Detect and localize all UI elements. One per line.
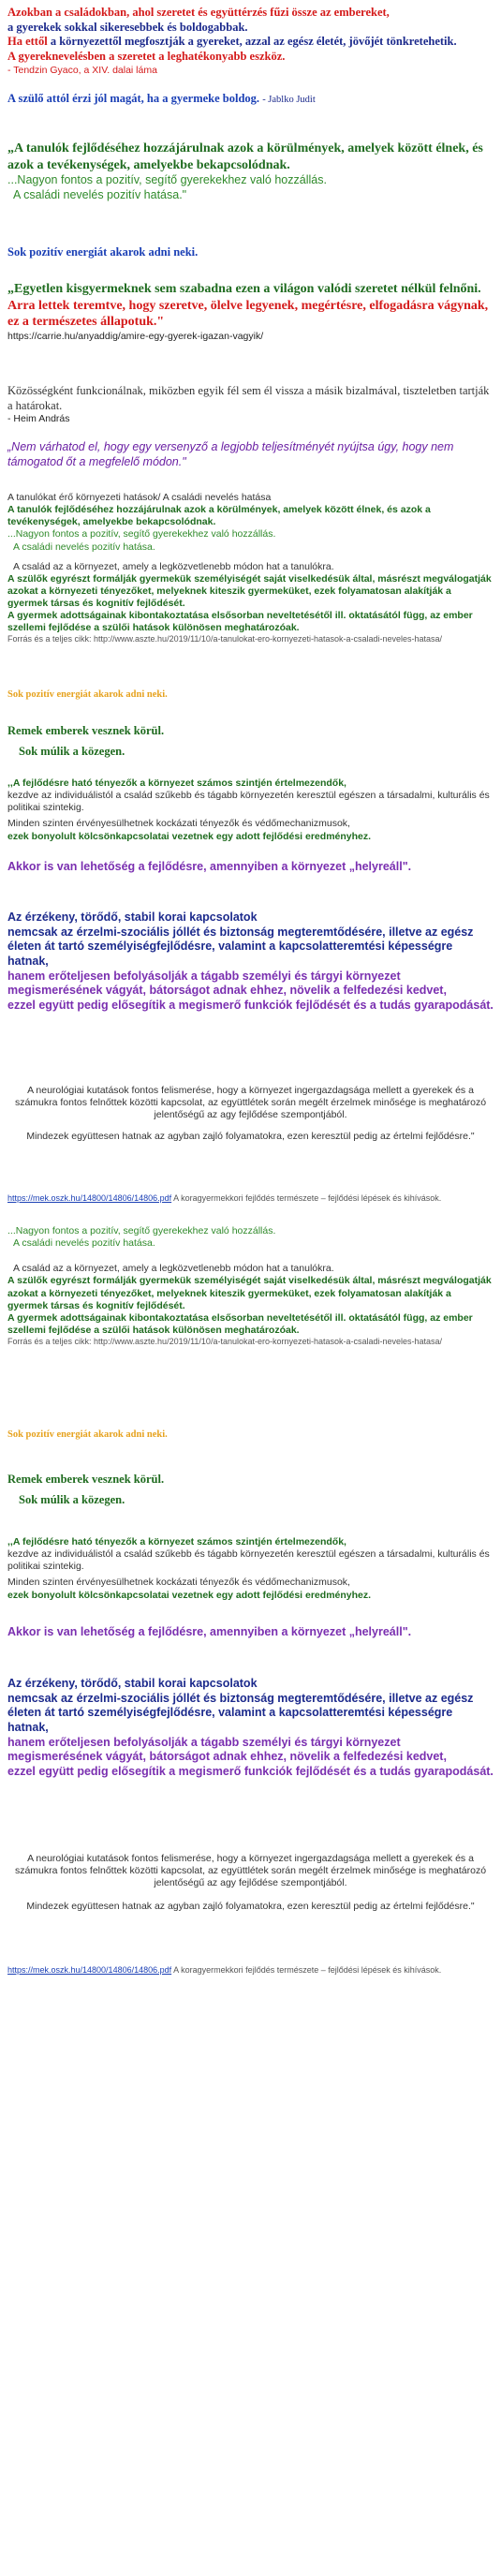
- erzekeny-text: hanem erőteljesen befolyásolják a tágabb személyi és tárgyi környezet megismerésének vágyát, bátorságot adnak ehhez, növelik a felfedezési kedvet,: [7, 969, 447, 998]
- article-text: A családi nevelés pozitív hatása.: [13, 1237, 155, 1250]
- remek-text: Remek emberek vesznek körül.: [7, 724, 165, 737]
- article-text: A gyermek adottságainak kibontakoztatása elsősorban neveltetésétől ill. oktatásától függ, az ember szellemi fejlődése a szülői hatások különösen meghatározóak.: [7, 1311, 473, 1336]
- energy-line-3: [7, 1429, 494, 1441]
- helyreall-text: Akkor is van lehetőség a fejlődésre, amennyiben a környezet „helyreáll".: [7, 860, 412, 873]
- erzekeny-block-1: [7, 910, 494, 1013]
- mek-link-2: [7, 1965, 494, 1976]
- quote-author: - Heim András: [7, 413, 70, 425]
- neuro-text: [7, 1085, 494, 1121]
- remek-text: Remek emberek vesznek körül.: [7, 1473, 165, 1486]
- erzekeny-text: nemcsak az érzelmi-szociális jóllét és biztonság megteremtődésére, illetve az egész életen át tartó személyiségfejlődésre, valamint a kapcsolatteremtési képességre hatnak,: [7, 925, 474, 968]
- fejlodes-text: kezdve az individuálistól a család szűkebb és tágabb környezetén keresztül egészen a társadalmi, kulturális és politikai szintekig.: [7, 790, 490, 814]
- fejlodes-text: ,,A fejlődésre ható tényezők a környezet számos szintjén értelmezendők,: [7, 777, 346, 789]
- quote-text: [7, 92, 494, 107]
- neuro-text-span: A neurológiai kutatások fontos felismerése, hogy a környezet ingergazdagsága mellett a gyerekek és a számukra fontos felnőttek közötti kapcsolat, az együttlétek során megélt érzelmek minősége is meghatározó jelentőségű az agy fejlődése szempontjából.: [14, 1085, 487, 1121]
- erzekeny-text: ezzel együtt pedig elősegítik a megismerő funkciók fejlődését és a tudás gyarapodását.: [7, 1764, 494, 1778]
- remek-block-2: [7, 1473, 494, 1507]
- erzekeny-text: nemcsak az érzelmi-szociális jóllét és biztonság megteremtődésére, illetve az egész életen át tartó személyiségfejlődésre, valamint a kapcsolatteremtési képességre hatnak,: [7, 1691, 474, 1734]
- quote-line: [7, 35, 494, 50]
- kisgyermek-quote: [7, 281, 494, 343]
- fejlodes-text: Minden szinten érvényesülhetnek kockázati tényezők és védőmechanizmusok,: [7, 818, 350, 830]
- quote-line-part: a környezettől megfosztják a gyereket, azzal az egész életét, jövőjét tönkretehetik.: [50, 35, 457, 49]
- mek-title: A koragyermekkori fejlődés természete – fejlődési lépések és kihívások.: [173, 1965, 442, 1975]
- article-text: A család az a környezet, amely a legközvetlenebb módon hat a tanulókra.: [13, 560, 334, 572]
- neuro-block-2: [7, 1853, 494, 1914]
- quote-text: Arra lettek teremtve, hogy szeretve, ölelve legyenek, megértésre, elfogadásra vágynak, ez a természetes állapotuk.": [7, 298, 489, 329]
- mek-title: A koragyermekkori fejlődés természete – fejlődési lépések és kihívások.: [173, 1193, 442, 1203]
- quote-text: A családi nevelés pozitív hatása.": [13, 187, 187, 201]
- erzekeny-text: Az érzékeny, törődő, stabil korai kapcsolatok: [7, 1677, 258, 1690]
- quote-text: Közösségként funkcionálnak, miközben egyik fél sem él vissza a másik bizalmával, tiszteletben tartják a határokat.: [7, 384, 490, 412]
- neuro-text: A neurológiai kutatások fontos felismerése, hogy a környezet ingergazdagsága mellett a gyerekek és a számukra fontos felnőttek közötti kapcsolat, az együttlétek során megélt érzelmek minősége is meghatározó jelentőségű az agy fejlődése szempontjából.: [14, 1853, 487, 1889]
- quote-text-span: A szülő attól érzi jól magát, ha a gyermeke boldog.: [7, 92, 260, 105]
- article-text: ...Nagyon fontos a pozitív, segítő gyerekekhez való hozzállás.: [7, 528, 276, 540]
- neuro-text: Mindezek együttesen hatnak az agyban zajló folyamatokra, ezen keresztül pedig az értelmi fejlődésre.": [26, 1901, 475, 1913]
- energy-line: [7, 245, 494, 260]
- heim-quote: [7, 384, 494, 425]
- helyreall-text: Akkor is van lehetőség a fejlődésre, amennyiben a környezet „helyreáll".: [7, 1625, 412, 1638]
- quote-line: a gyerekek sokkal sikeresebbek és boldogabbak.: [7, 20, 248, 34]
- erzekeny-text: hanem erőteljesen befolyásolják a tágabb személyi és tárgyi környezet megismerésének vágyát, bátorságot adnak ehhez, növelik a felfedezési kedvet,: [7, 1735, 447, 1764]
- source-url: https://carrie.hu/anyaddig/amire-egy-gyerek-igazan-vagyik/: [7, 330, 264, 342]
- fejlodes-text: kezdve az individuálistól a család szűkebb és tágabb környezetén keresztül egészen a társadalmi, kulturális és politikai szintekig.: [7, 1548, 490, 1573]
- article-text: ...Nagyon fontos a pozitív, segítő gyerekekhez való hozzállás.: [7, 1225, 276, 1236]
- quote-author: - Jablko Judit: [262, 95, 316, 105]
- mek-link-1: [7, 1193, 494, 1204]
- neuro-text: Mindezek együttesen hatnak az agyban zajló folyamatokra, ezen keresztül pedig az értelmi fejlődésre.": [26, 1131, 475, 1143]
- quote-line-part: Ha ettől: [7, 35, 48, 49]
- article-text: A család az a környezet, amely a legközvetlenebb módon hat a tanulókra.: [13, 1263, 334, 1275]
- helyreall-line-1: [7, 860, 494, 875]
- quote-author: - Tendzin Gyaco, a XIV. dalai láma: [7, 64, 157, 76]
- article-text: A tanulók fejlődéséhez hozzájárulnak azok a körülmények, amelyek között élnek, és azok a tevékenységek, amelyekbe bekapcsolódnak.: [7, 504, 431, 528]
- remek-block-1: [7, 724, 494, 759]
- article-text-span: A szülők egyrészt formálják gyermekük személyiségét saját viselkedésük által, másrészt megválogatják azokat a környezeti tényezőket, melyeknek kiteszik gyermeküket, ezek folyamatosan alakítják a gyermek társas és kognitív fejlődését.: [7, 572, 492, 609]
- fejlodes-block-1: [7, 777, 494, 843]
- remek-text: Sok múlik a közegen.: [19, 744, 125, 758]
- article-source: Forrás és a teljes cikk: http://www.aszte.hu/2019/11/10/a-tanulokat-ero-kornyezeti-hatasok-a-csaladi-neveles-hatasa/: [7, 634, 443, 644]
- neuro-block-1: [7, 1085, 494, 1144]
- quote-text: „A tanulók fejlődéséhez hozzájárulnak azok a körülmények, amelyek között élnek, és azok a tevékenységek, amelyekbe bekapcsolódnak.: [7, 141, 483, 172]
- energy-line-2: [7, 688, 494, 701]
- dalai-lama-quote: [7, 6, 494, 77]
- article-heading: A tanulókat érő környezeti hatások/ A családi nevelés hatása: [7, 492, 272, 503]
- article-block-2: [7, 1225, 494, 1347]
- remek-text: Sok múlik a közegen.: [19, 1492, 125, 1506]
- article-text: [7, 573, 494, 610]
- tanulok-quote: [7, 141, 494, 202]
- mek-link[interactable]: https://mek.oszk.hu/14800/14806/14806.pdf: [7, 1193, 172, 1203]
- mek-link[interactable]: https://mek.oszk.hu/14800/14806/14806.pdf: [7, 1965, 172, 1975]
- quote-line: A gyereknevelésben a szeretet a leghatékonyabb eszköz.: [7, 49, 286, 63]
- energy-text: Sok pozitív energiát akarok adni neki.: [7, 689, 168, 700]
- mek-line: [7, 1965, 494, 1976]
- erzekeny-text: Az érzékeny, törődő, stabil korai kapcsolatok: [7, 910, 258, 924]
- jablko-quote: [7, 92, 494, 107]
- fejlodes-text: ezek bonyolult kölcsönkapcsolatai vezetnek egy adott fejlődési eredményhez.: [7, 830, 372, 842]
- energy-text: Sok pozitív energiát akarok adni neki.: [7, 1429, 168, 1440]
- mek-line: [7, 1193, 494, 1204]
- erzekeny-text: ezzel együtt pedig elősegítik a megismerő funkciók fejlődését és a tudás gyarapodását.: [7, 998, 494, 1012]
- article-text: A szülők egyrészt formálják gyermekük személyiségét saját viselkedésük által, másrészt megválogatják azokat a környezeti tényezőket, melyeknek kiteszik gyermeküket, ezek folyamatosan alakítják a gyermek társas és kognitív fejlődését.: [7, 1275, 492, 1311]
- fejlodes-text: Minden szinten érvényesülhetnek kockázati tényezők és védőmechanizmusok,: [7, 1577, 350, 1589]
- article-text: A gyermek adottságainak kibontakoztatása elsősorban neveltetésétől ill. oktatásától függ, az ember szellemi fejlődése a szülői hatások különösen meghatározóak.: [7, 610, 473, 634]
- fejlodes-text: ,,A fejlődésre ható tényezők a környezet számos szintjén értelmezendők,: [7, 1536, 346, 1547]
- helyreall-line-2: [7, 1625, 494, 1640]
- versenyzo-quote: [7, 440, 494, 469]
- article-block-1: [7, 492, 494, 645]
- quote-text: ...Nagyon fontos a pozitív, segítő gyerekekhez való hozzállás.: [7, 173, 327, 186]
- erzekeny-block-2: [7, 1677, 494, 1779]
- article-text: A családi nevelés pozitív hatása.: [13, 540, 155, 553]
- fejlodes-text: ezek bonyolult kölcsönkapcsolatai vezetnek egy adott fejlődési eredményhez.: [7, 1589, 372, 1601]
- quote-line: Azokban a családokban, ahol szeretet és együttérzés fűzi össze az embereket,: [7, 6, 390, 19]
- energy-text: Sok pozitív energiát akarok adni neki.: [7, 245, 199, 259]
- quote-text: „Nem várhatod el, hogy egy versenyző a legjobb teljesítményét nyújtsa úgy, hogy nem támogatod őt a megfelelő módon.": [7, 440, 454, 468]
- article-source: Forrás és a teljes cikk: http://www.aszte.hu/2019/11/10/a-tanulokat-ero-kornyezeti-hatasok-a-csaladi-neveles-hatasa/: [7, 1337, 443, 1346]
- fejlodes-block-2: [7, 1536, 494, 1602]
- quote-text: „Egyetlen kisgyermeknek sem szabadna ezen a világon valódi szeretet nélkül felnőni.: [7, 282, 481, 296]
